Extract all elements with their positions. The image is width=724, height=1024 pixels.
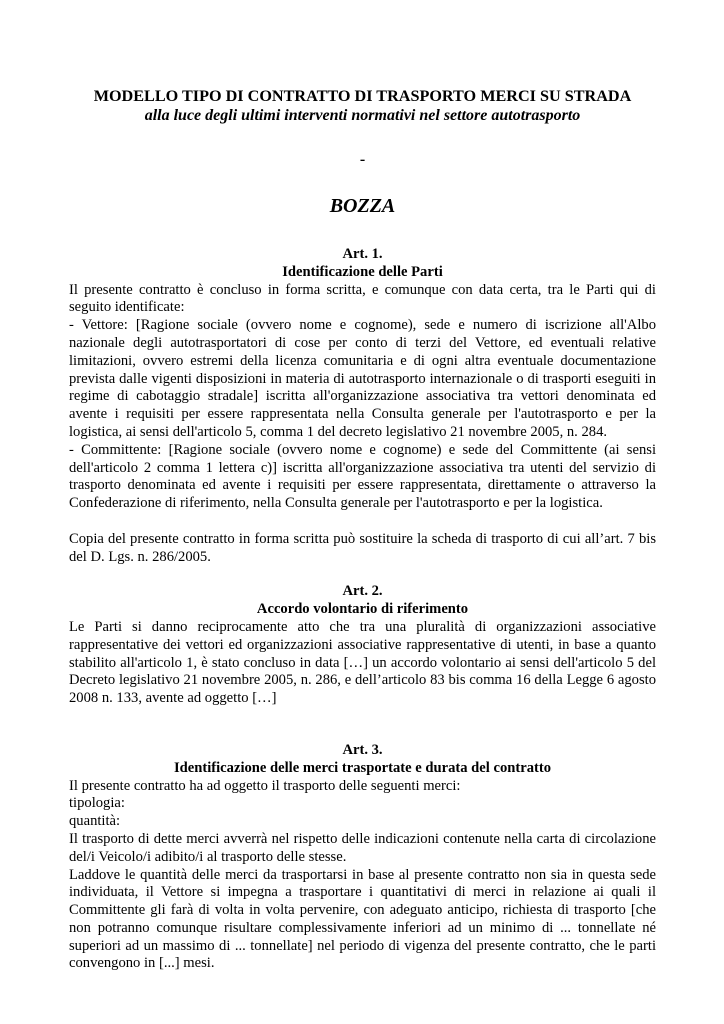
article-title: Identificazione delle merci trasportate e durata del contratto	[173, 759, 552, 776]
document-title: MODELLO TIPO DI CONTRATTO DI TRASPORTO MERCI SU STRADA	[93, 87, 632, 105]
article-2	[69, 583, 656, 708]
paragraph-spacer	[69, 513, 656, 531]
article-title: Accordo volontario di riferimento	[256, 601, 469, 618]
article-number: Art. 1.	[342, 246, 383, 262]
article-paragraph: quantità:	[69, 813, 121, 830]
title-separator: -	[359, 151, 366, 168]
article-paragraph: Copia del presente contratto in forma scritta può sostituire la scheda di trasporto di cui all’art. 7 bis del D. Lgs. n. 286/2005.	[69, 530, 656, 565]
article-title: Identificazione delle Parti	[282, 263, 443, 280]
document-page	[69, 86, 656, 973]
article-paragraph: Le Parti si danno reciprocamente atto che tra una pluralità di organizzazioni associative rappresentative dei vettori ed organizzazioni associative rappresentative di utenti, in base a quanto stabilito all'articolo 1, è stato concluso in data […] un accordo volontario ai sensi dell'articolo 5 del Decreto legislativo 21 novembre 2005, n. 286, e dell’articolo 83 bis comma 16 della Legge 6 agosto 2008 n. 133, avente ad oggetto […]	[69, 618, 656, 707]
article-3	[69, 742, 656, 973]
article-paragraph: Il presente contratto ha ad oggetto il trasporto delle seguenti merci:	[69, 777, 461, 794]
article-paragraph: Il trasporto di dette merci avverrà nel rispetto delle indicazioni contenute nella carta di circolazione del/i Veicolo/i adibito/i al trasporto delle stesse.	[69, 830, 656, 865]
article-paragraph: Il presente contratto è concluso in forma scritta, e comunque con data certa, tra le Parti qui di seguito identificate:	[69, 281, 656, 316]
document-subtitle: alla luce degli ultimi interventi normativi nel settore autotrasporto	[144, 107, 581, 124]
article-1	[69, 246, 656, 566]
article-number: Art. 3.	[342, 741, 383, 758]
article-paragraph: tipologia:	[69, 795, 125, 812]
article-paragraph: - Vettore: [Ragione sociale (ovvero nome e cognome), sede e numero di iscrizione all'Albo nazionale degli autotrasportatori di cose per conto di terzi del Vettore, ed eventuali relative limitazioni, ovvero estremi della licenza comunitaria e di ogni altra eventuale documentazione prevista dalle vigenti disposizioni in materia di autotrasporto internazionale o di trasporti eseguiti in regime di cabotaggio stradale] iscritta all'organizzazione associativa tra vettori denominata ed avente i requisiti per essere rappresentata nella Consulta generale per l'autotrasporto e per la logistica, ai sensi dell'articolo 5, comma 1 del decreto legislativo 21 novembre 2005, n. 284.	[69, 317, 656, 440]
article-paragraph: Laddove le quantità delle merci da trasportarsi in base al presente contratto non sia in questa sede individuata, il Vettore si impegna a trasportare i quantitativi di merci in relazione ai quali il Committente gli farà di volta in volta pervenire, con adeguato anticipo, richiesta di trasporto [che non potranno comunque risultare complessivamente inferiori ad un minimo di ... tonnellate né superiori ad un massimo di ... tonnellate] nel periodo di vigenza del presente contratto, che le parti convengono in [...] mesi.	[69, 866, 656, 972]
article-number: Art. 2.	[342, 583, 383, 600]
article-paragraph: - Committente: [Ragione sociale (ovvero nome e cognome) e sede del Committente (ai sensi dell'articolo 2 comma 1 lettera c)] iscritta all'organizzazione associativa tra utenti del servizio di trasporto denominata ed avente i requisiti per essere rappresentata, direttamente o attraverso la Confederazione di riferimento, nella Consulta generale per l'autotrasporto e per la logistica.	[69, 441, 656, 512]
draft-label: BOZZA	[329, 195, 396, 217]
